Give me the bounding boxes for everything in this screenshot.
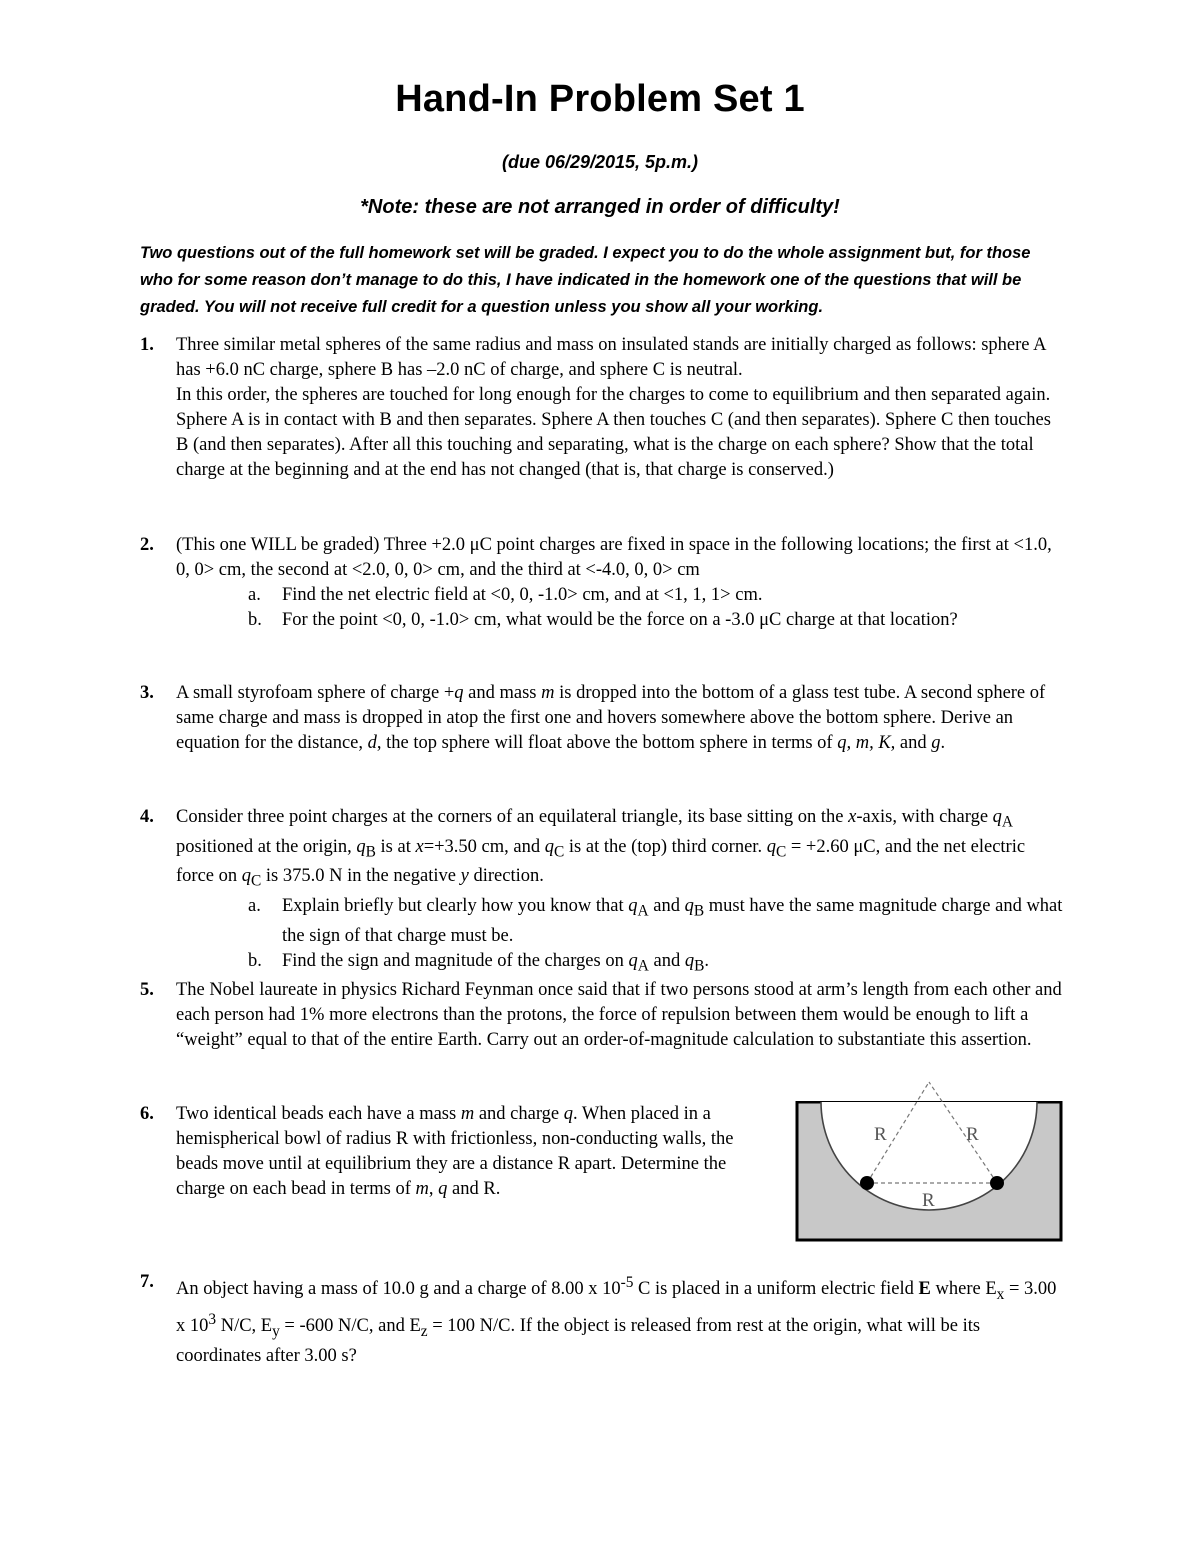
variable: q — [544, 836, 554, 857]
variable: x — [415, 836, 424, 857]
hemispherical-bowl-diagram — [794, 1080, 1064, 1242]
text-run: = +2.60 μC, and the net electric force on — [176, 836, 1026, 887]
subquestion-text: Find the net electric field at <0, 0, -1.0> cm, and at <1, 1, 1> cm. — [282, 585, 763, 605]
text-run: Find the sign and magnitude of the charges on — [282, 950, 629, 971]
question-5 — [140, 978, 1065, 1053]
subscript: A — [637, 902, 649, 920]
subscript: B — [693, 902, 705, 920]
subscript: C — [554, 843, 565, 861]
text-run: . — [704, 950, 709, 971]
variable: q — [992, 807, 1002, 827]
text-run: is at the (top) third corner. — [564, 836, 767, 857]
text-run: An object having a mass of 10.0 g and a charge of 8.00 x 10 — [176, 1279, 621, 1300]
question-number: 5. — [140, 980, 154, 1000]
text-run: , the top sphere will float above the bottom sphere in terms of — [376, 733, 838, 753]
text-run: A small styrofoam sphere of charge + — [176, 683, 455, 703]
text-run: Two identical beads each have a mass — [176, 1104, 461, 1124]
subquestion-label: a. — [248, 585, 261, 605]
text-run: . — [940, 733, 946, 753]
variable: q — [766, 836, 776, 857]
question-text — [176, 533, 1065, 633]
difficulty-note: *Note: these are not arranged in order of difficulty! — [360, 196, 840, 218]
text-run: and mass — [463, 683, 542, 703]
subquestion-label: b. — [248, 950, 262, 971]
text-run: , — [428, 1179, 439, 1199]
question-text: The Nobel laureate in physics Richard Feynman once said that if two persons stood at arm’s length from each other and each person had 1% more electrons than the protons, the force of repulsion between them would be enough to lift a “weight” equal to that of the entire Earth. Carry out an order-of-magnitude calculation to substantiate this assertion. — [176, 980, 1062, 1050]
variable: q — [563, 1104, 573, 1124]
text-run: and charge — [474, 1104, 564, 1124]
variable: m — [460, 1104, 475, 1124]
question-number: 3. — [140, 683, 154, 703]
subscript: B — [365, 843, 376, 861]
question-text — [176, 805, 1065, 978]
variable: m — [541, 683, 555, 703]
question-1 — [140, 333, 1065, 483]
subscript: A — [637, 957, 649, 975]
subquestion-a — [248, 894, 1065, 949]
subquestion-text: For the point <0, 0, -1.0> cm, what would be the force on a -3.0 μC charge at that location? — [282, 610, 958, 630]
field-symbol: E — [918, 1279, 931, 1300]
text-run: and — [648, 896, 685, 917]
variable: q, m, K, — [837, 733, 896, 753]
subquestion-b — [248, 608, 1065, 633]
subscript: z — [420, 1322, 428, 1340]
text-run: N/C, E — [216, 1316, 273, 1336]
text-run: . When placed in a hemispherical bowl of radius R with frictionless, non-conducting walls, the beads move until at equilibrium they are a distance R apart. Determine the charge on each bead in terms of — [176, 1104, 734, 1199]
diagram-top-mask — [795, 1080, 1063, 1101]
question-paragraph — [176, 805, 1065, 894]
superscript: 3 — [208, 1310, 217, 1328]
grading-instructions: Two questions out of the full homework set will be graded. I expect you to do the whole assignment but, for those who for some reason don’t manage to do this, I have indicated in the homework one of the questions that will be graded. You will not receive full credit for a question unless you show all your working. — [140, 244, 1031, 316]
radius-label-left: R — [874, 1124, 887, 1145]
text-run: and — [648, 950, 685, 971]
variable: g — [931, 733, 941, 753]
question-text — [176, 333, 1065, 483]
question-text — [176, 681, 1065, 756]
text-run: positioned at the origin, — [176, 836, 357, 857]
text-run: is dropped into the bottom of a glass test tube. A second sphere of same charge and mass is dropped in atop the first one and hovers somewhere above the bottom sphere. Derive an equation for the distance, — [176, 683, 1046, 753]
text-run: Explain briefly but clearly how you know that — [282, 896, 629, 917]
variable: q — [438, 1179, 448, 1199]
text-run: = -600 N/C, and E — [279, 1316, 421, 1336]
question-2 — [140, 533, 1065, 633]
text-run: = 100 N/C. If the object is released from rest at the origin, what will be its coordinates after 3.00 s? — [176, 1316, 981, 1366]
variable: q — [684, 950, 695, 971]
question-7 — [140, 1270, 1065, 1369]
question-number: 4. — [140, 807, 154, 827]
text-run: -axis, with charge — [856, 807, 993, 827]
page-title: Hand-In Problem Set 1 — [395, 78, 805, 120]
subquestion-label: a. — [248, 896, 261, 917]
question-paragraph: In this order, the spheres are touched for long enough for the charges to come to equilibrium and then separated again. Sphere A is in contact with B and then separates. Sphere A then touches C (and then separates). Sphere C then touches B (and then separates). After all this touching and separating, what is the charge on each sphere? Show that the total charge at the beginning and at the end has not changed (that is, that charge is conserved.) — [176, 385, 1051, 480]
due-date: (due 06/29/2015, 5p.m.) — [501, 152, 699, 172]
bead-right — [990, 1176, 1004, 1190]
text-run: where E — [930, 1279, 997, 1300]
variable: d — [367, 733, 377, 753]
text-run: is 375.0 N in the negative — [261, 866, 461, 887]
variable: q — [241, 866, 251, 887]
question-paragraph: (This one WILL be graded) Three +2.0 μC point charges are fixed in space in the following locations; the first at <1.0, 0, 0> cm, the second at <2.0, 0, 0> cm, and the third at <-4.0, 0, 0> cm — [176, 535, 1052, 580]
question-text — [176, 1102, 740, 1202]
separation-label: R — [922, 1190, 935, 1211]
variable: q — [454, 683, 464, 703]
question-number: 2. — [140, 535, 154, 555]
text-run: Consider three point charges at the corners of an equilateral triangle, its base sitting on the — [176, 807, 849, 827]
text-run: and R. — [447, 1179, 501, 1199]
variable: x — [848, 807, 857, 827]
text-run: =+3.50 cm, and — [423, 836, 545, 857]
subquestion-label: b. — [248, 610, 262, 630]
question-number: 7. — [140, 1272, 154, 1292]
bead-left — [860, 1176, 874, 1190]
subquestion-a — [248, 583, 1065, 608]
text-run: C is placed in a uniform electric field — [633, 1279, 919, 1300]
question-number: 1. — [140, 335, 154, 355]
variable: q — [356, 836, 366, 857]
subquestion-b — [248, 949, 1065, 979]
question-4 — [140, 805, 1065, 978]
question-6 — [140, 1102, 740, 1202]
superscript: -5 — [620, 1274, 634, 1291]
question-3 — [140, 681, 1065, 756]
variable: q — [628, 950, 638, 971]
question-paragraph: Three similar metal spheres of the same radius and mass on insulated stands are initially charged as follows: sphere A has +6.0 nC charge, sphere B has –2.0 nC of charge, and sphere C is neutral. — [176, 335, 1046, 380]
text-run: and — [895, 733, 932, 753]
question-number: 6. — [140, 1104, 154, 1124]
variable: y — [460, 866, 469, 887]
variable: q — [628, 896, 638, 917]
subscript: C — [251, 873, 262, 891]
text-run: = 3.00 x 10 — [176, 1279, 1057, 1336]
question-text — [176, 1270, 1065, 1369]
text-run: must have the same magnitude charge and what the sign of that charge must be. — [282, 896, 1063, 946]
variable: m — [415, 1179, 429, 1199]
subscript: A — [1001, 813, 1014, 831]
radius-label-right: R — [966, 1124, 979, 1145]
subscript: C — [775, 843, 787, 861]
subscript: B — [694, 957, 705, 975]
text-run: is at — [375, 836, 416, 857]
text-run: direction. — [468, 866, 544, 887]
variable: q — [684, 896, 694, 917]
subscript: x — [996, 1285, 1005, 1303]
subscript: y — [272, 1322, 280, 1340]
